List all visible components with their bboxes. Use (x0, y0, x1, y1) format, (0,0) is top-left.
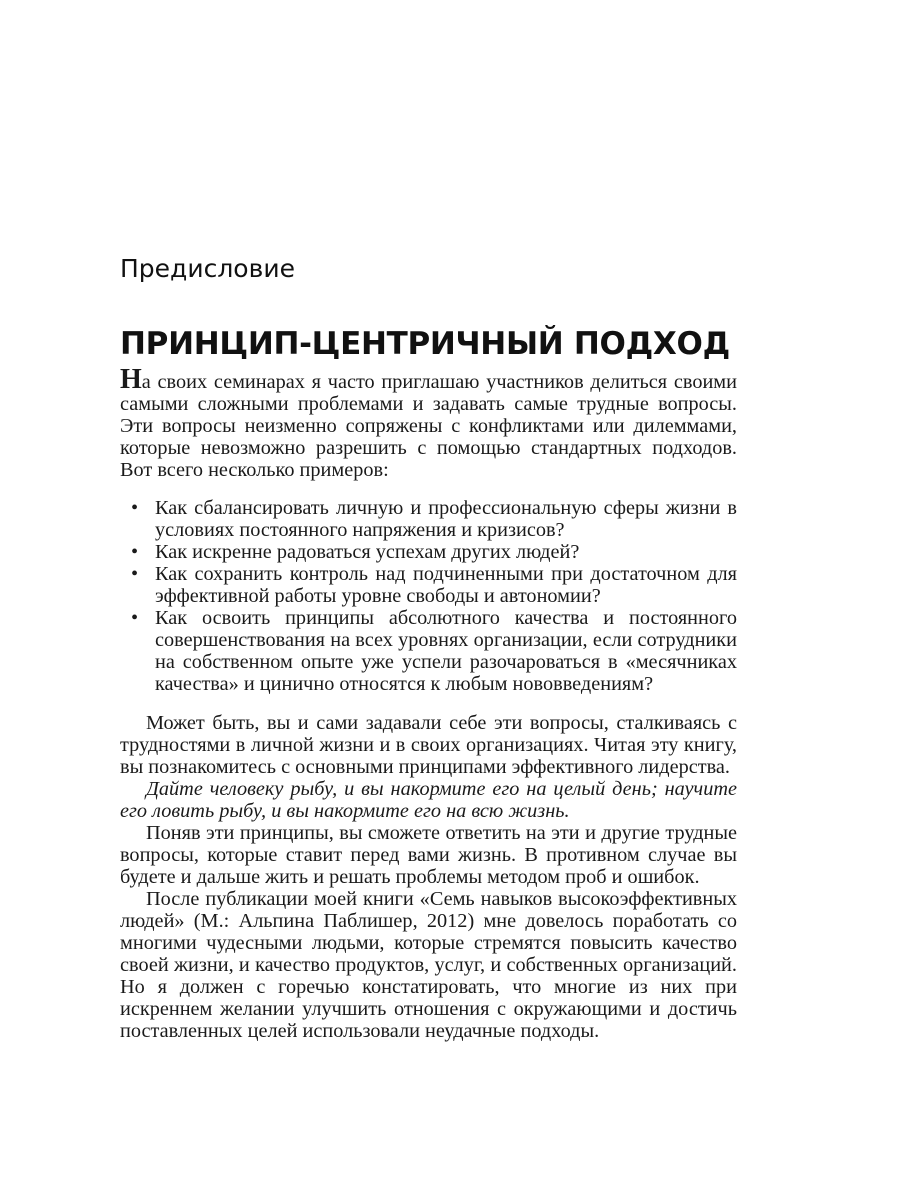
paragraph-questions: Может быть, вы и сами задавали себе эти вопросы, сталкиваясь с трудностями в личной жизни и в своих организациях. Читая эту книгу, вы познакомитесь с основными принципами эффективного лидерства. (120, 712, 737, 778)
list-item (120, 607, 737, 695)
paragraph-publication: После публикации моей книги «Семь навыков высокоэффективных людей» (М.: Альпина Паблишер, 2012) мне довелось поработать со многими чудесными людьми, которые стремятся повысить качество своей жизни, и качество продуктов, услуг, и собственных организаций. Но я должен с горечью констатировать, что многие из них при искреннем желании улучшить отношения с окружающими и достичь поставленных целей использовали неудачные подходы. (120, 888, 737, 1042)
bullet-icon: • (131, 497, 139, 519)
list-item-text: Как сбалансировать личную и профессиональную сферы жизни в условиях постоянного напряжения и кризисов? (155, 497, 737, 541)
section-label: Предисловие (120, 254, 295, 283)
intro-paragraph (120, 364, 737, 481)
list-item (120, 497, 737, 541)
list-item (120, 541, 737, 563)
list-item-text: Как освоить принципы абсолютного качества и постоянного совершенствования на всех уровнях организации, если сотрудники на собственном опыте уже успели разочароваться в «месячниках качества» и цинично относятся к любым нововведениям? (155, 607, 737, 695)
chapter-title: ПРИНЦИП-ЦЕНТРИЧНЫЙ ПОДХОД (120, 326, 730, 362)
paragraph-principles: Поняв эти принципы, вы сможете ответить на эти и другие трудные вопросы, которые ставит перед вами жизнь. В противном случае вы будете и дальше жить и решать проблемы методом проб и ошибок. (120, 822, 737, 888)
quote-paragraph: Дайте человеку рыбу, и вы накормите его на целый день; научите его ловить рыбу, и вы накормите его на всю жизнь. (120, 778, 737, 822)
list-item-text: Как сохранить контроль над подчиненными при достаточном для эффективной работы уровне свободы и автономии? (155, 563, 737, 607)
intro-text: а своих семинарах я часто приглашаю участников делиться своими самыми сложными проблемами и задавать самые трудные вопросы. Эти вопросы неизменно сопряжены с конфликтами или дилеммами, которые невозможно разрешить с помощью стандартных подходов. Вот всего несколько примеров: (120, 371, 737, 481)
body-text (120, 364, 737, 1042)
list-item (120, 563, 737, 607)
drop-cap: Н (120, 364, 142, 395)
bullet-icon: • (131, 541, 139, 563)
list-item-text: Как искренне радоваться успехам других людей? (155, 541, 580, 563)
bullet-icon: • (131, 607, 139, 629)
bullet-icon: • (131, 563, 139, 585)
question-list (120, 497, 737, 695)
